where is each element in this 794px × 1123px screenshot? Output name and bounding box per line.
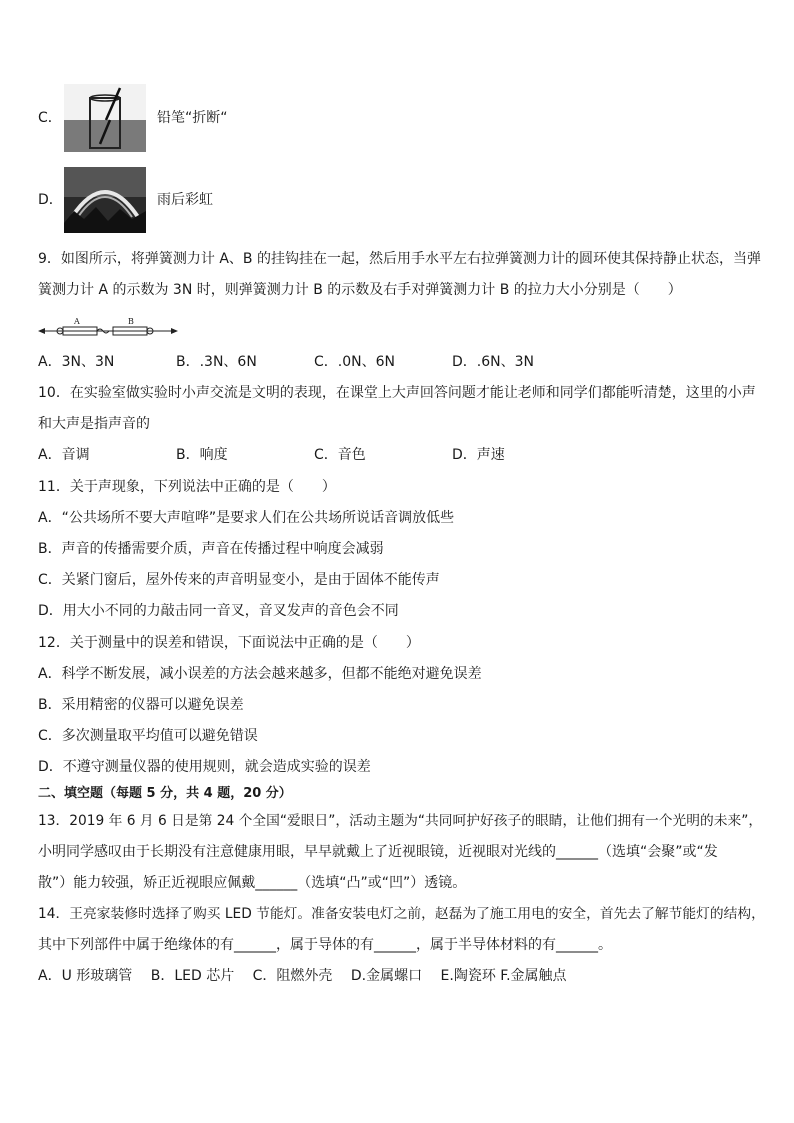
q10-option-c: C．音色 xyxy=(314,447,366,463)
q9-stem-line1: 9．如图所示，将弹簧测力计 A、B 的挂钩挂在一起，然后用手水平左右拉弹簧测力计的圆环使其保持静止状态，当弹 xyxy=(38,251,761,267)
q13-line1: 13．2019 年 6 月 6 日是第 24 个全国“爱眼日”，活动主题为“共同呵护好孩子的眼睛，让他们拥有一个光明的未来”， xyxy=(38,813,763,829)
q10-option-d: D．声速 xyxy=(452,447,505,463)
q9-stem-line2: 簧测力计 A 的示数为 3N 时，则弹簧测力计 B 的示数及右手对弹簧测力计 B 的拉力大小分别是（ ） xyxy=(38,282,682,298)
q14-line3: A．U 形玻璃管 B．LED 芯片 C．阻燃外壳 D.金属螺口 E.陶瓷环 F.金属触点 xyxy=(38,968,567,984)
scale-b-label: B xyxy=(128,317,134,326)
q11-option-a: A．“公共场所不要大声喧哗”是要求人们在公共场所说话音调放低些 xyxy=(38,510,455,526)
q9-option-a: A．3N、3N xyxy=(38,354,115,370)
q12-option-d: D．不遵守测量仪器的使用规则，就会造成实验的误差 xyxy=(38,759,371,775)
scale-a-label: A xyxy=(74,317,80,326)
q12-option-a: A．科学不断发展，减小误差的方法会越来越多，但都不能绝对避免误差 xyxy=(38,666,482,682)
q9-option-b: B．.3N、6N xyxy=(176,354,257,370)
pencil-in-glass-image xyxy=(64,84,146,152)
q12-option-b: B．采用精密的仪器可以避免误差 xyxy=(38,697,244,713)
option-c-letter: C． xyxy=(38,110,62,126)
q14-line1: 14．王亮家装修时选择了购买 LED 节能灯。准备安装电灯之前，赵磊为了施工用电的安全，首先去了解节能灯的结构， xyxy=(38,906,765,922)
q12-option-c: C．多次测量取平均值可以避免错误 xyxy=(38,728,258,744)
option-d-letter: D． xyxy=(38,192,63,208)
rainbow-photo-image xyxy=(64,167,146,233)
q10-stem-line1: 10．在实验室做实验时小声交流是文明的表现，在课堂上大声回答问题才能让老师和同学们都能听清楚，这里的小声 xyxy=(38,385,756,401)
option-d-caption: 雨后彩虹 xyxy=(157,192,213,208)
q11-stem: 11．关于声现象，下列说法中正确的是（ ） xyxy=(38,479,336,495)
q10-stem-line2: 和大声是指声音的 xyxy=(38,416,150,432)
q11-option-c: C．关紧门窗后，屋外传来的声音明显变小，是由于固体不能传声 xyxy=(38,572,440,588)
q11-option-d: D．用大小不同的力敲击同一音叉，音叉发声的音色会不同 xyxy=(38,603,399,619)
q10-option-a: A．音调 xyxy=(38,447,90,463)
q14-line2: 其中下列部件中属于绝缘体的有______，属于导体的有______，属于半导体材料的有______。 xyxy=(38,937,612,953)
spring-scales-diagram xyxy=(38,317,178,341)
q10-option-b: B．响度 xyxy=(176,447,228,463)
section-2-title: 二、填空题（每题 5 分，共 4 题，20 分） xyxy=(38,786,292,801)
q9-option-d: D．.6N、3N xyxy=(452,354,534,370)
q9-option-c: C．.0N、6N xyxy=(314,354,395,370)
q12-stem: 12．关于测量中的误差和错误，下面说法中正确的是（ ） xyxy=(38,635,420,651)
q11-option-b: B．声音的传播需要介质，声音在传播过程中响度会减弱 xyxy=(38,541,384,557)
q13-line2: 小明同学感叹由于长期没有注意健康用眼，早早就戴上了近视眼镜，近视眼对光线的______（选填“会聚”或“发 xyxy=(38,844,718,860)
q13-line3: 散”）能力较强，矫正近视眼应佩戴______（选填“凸”或“凹”）透镜。 xyxy=(38,875,467,891)
option-c-caption: 铅笔“折断“ xyxy=(157,110,228,126)
